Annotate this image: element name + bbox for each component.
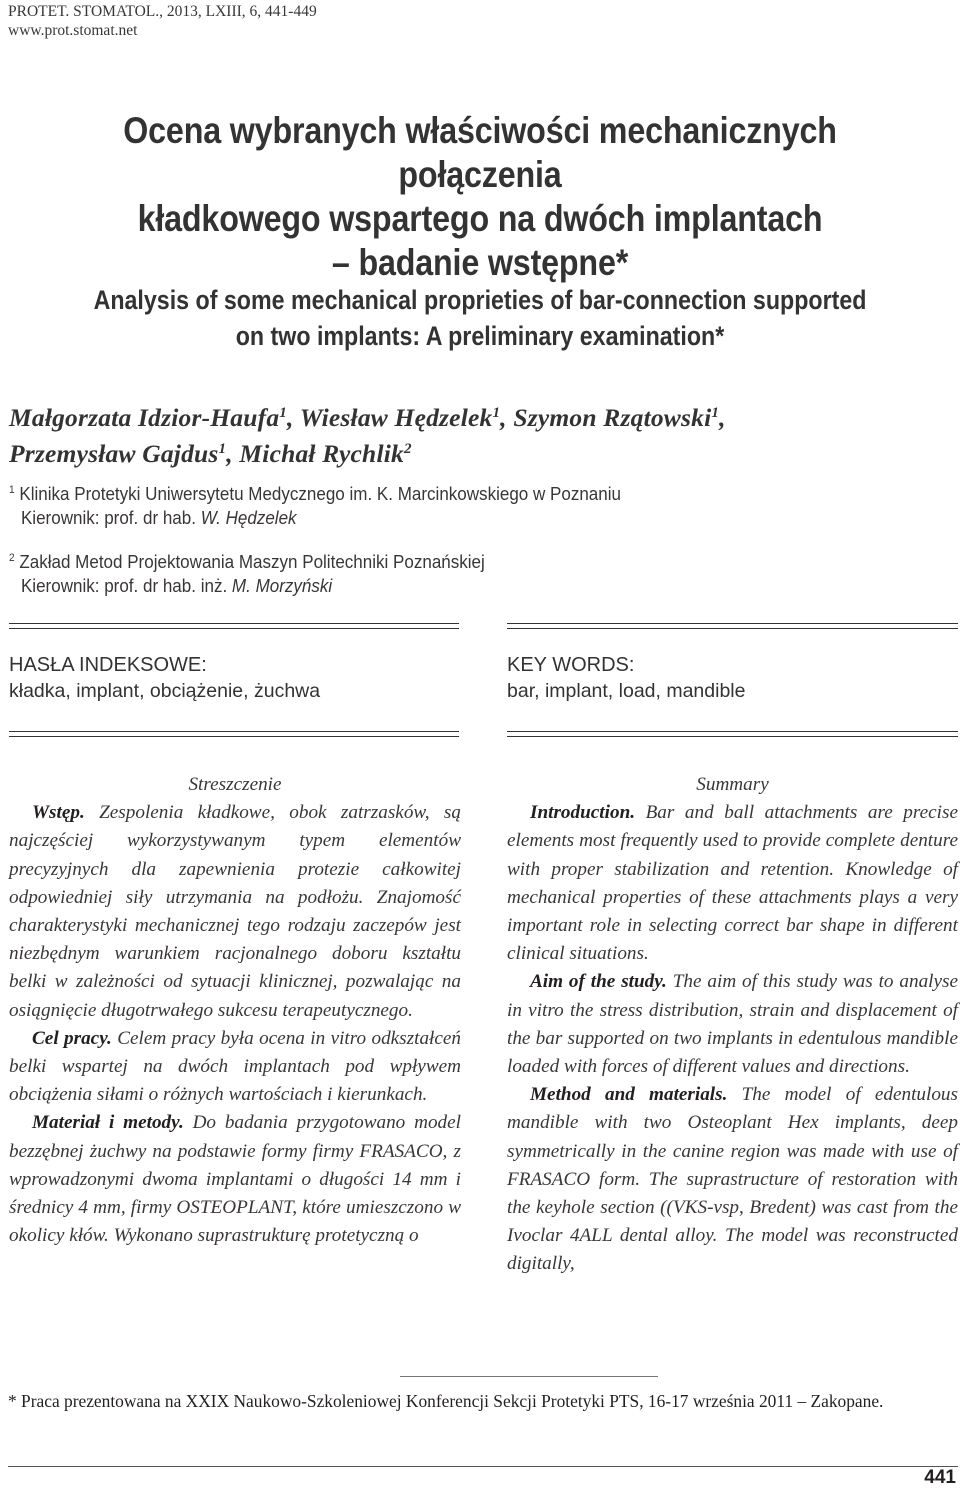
section-label: Cel pracy.	[32, 1027, 112, 1049]
author-affiliation-mark: 1	[492, 405, 501, 421]
section-label: Method and materials.	[530, 1084, 728, 1106]
affiliation-2	[9, 550, 485, 598]
author-affiliation-mark: 1	[218, 441, 227, 457]
abstract-english	[507, 771, 958, 1279]
paragraph-text: Bar and ball attachments are precise elements most frequently used to provide complete denture with proper stabilization and retention. Knowledge of mechanical properties of these attachments plays a very important role in selecting correct bar shape in different clinical situations.	[507, 802, 958, 965]
author-affiliation-mark: 1	[711, 405, 720, 421]
title-pl-line-1: Ocena wybranych właściwości mechanicznych połączenia	[123, 109, 837, 195]
paragraph-text: Do badania przygotowano model bezzębnej żuchwy na podstawie formy firmy FRASACO, z wprowadzonymi dwoma implantami o długości 14 mm i średnicy 4 mm, firmy OSTEOPLANT, które umieszczono w okolicy kłów. Wykonano suprastrukturę protetyczną o	[9, 1112, 461, 1247]
author-affiliation-mark: 1	[279, 405, 287, 421]
keywords-heading: KEY WORDS:	[507, 654, 635, 676]
abstract-polish	[9, 771, 461, 1250]
paragraph-text: Zespolenia kładkowe, obok zatrzasków, są najczęściej wykorzystywanym typem elementów precyzyjnych dla zapewnienia protezie całkowitej odpowiedniej siły utrzymania na podłożu. Znajomość charakterystyki mechanicznej tego rodzaju zaczepów jest niezbędnym warunkiem racjonalnego doboru kształtu belki w zależności od sytuacji klinicznej, pozwalając na osiągnięcie długotrwałego sukcesu terapeutycznego.	[9, 802, 461, 1021]
divider	[9, 731, 459, 732]
footnote-divider	[400, 1376, 658, 1377]
title-en-line-1: Analysis of some mechanical proprieties of bar-connection supported	[93, 285, 867, 315]
affiliation-head-label: Kierownik: prof. dr hab.	[20, 507, 201, 528]
footer-divider	[8, 1466, 958, 1467]
author-name: Przemysław Gajdus	[9, 439, 219, 468]
keywords-heading: HASŁA INDEKSOWE:	[9, 654, 207, 676]
author-affiliation-mark: 2	[403, 441, 412, 457]
author-separator: ,	[226, 439, 240, 468]
abstract-paragraph-aim	[507, 968, 958, 1081]
author-name: Michał Rychlik	[239, 439, 404, 468]
title-pl-line-2: kładkowego wspartego na dwóch implantach	[137, 197, 823, 239]
divider	[507, 623, 958, 624]
abstract-heading: Streszczenie	[188, 774, 282, 795]
paragraph-text: The aim of this study was to analyse in vitro the stress distribution, strain and displacement of the bar supported on two implants in edentulous mandible loaded with forces of different values and directions.	[507, 971, 959, 1078]
keywords-text: kładka, implant, obciążenie, żuchwa	[9, 680, 321, 702]
author-separator: ,	[286, 403, 300, 432]
keywords-polish	[9, 652, 459, 704]
journal-website[interactable]: www.prot.stomat.net	[8, 22, 138, 39]
abstract-paragraph-methods	[507, 1081, 958, 1278]
paragraph-text: The model of edentulous mandible with two Osteoplant Hex implants, deep symmetrically in the canine region was made with use of FRASACO form. The suprastructure of restoration with the keyhole section ((VKS-vsp, Bredent) was cast from the Ivoclar 4ALL dental alloy. The model was reconstructed digitally,	[507, 1084, 958, 1275]
section-label: Materiał i metody.	[32, 1112, 184, 1134]
author-line-2	[9, 436, 726, 472]
abstract-paragraph-aim	[9, 1025, 461, 1110]
divider	[9, 628, 459, 629]
divider	[507, 731, 958, 732]
affiliation-1	[9, 482, 621, 530]
affiliation-head-name: M. Morzyński	[231, 575, 333, 596]
keywords-text: bar, implant, load, mandible	[507, 680, 746, 702]
divider	[507, 628, 958, 629]
footnote: * Praca prezentowana na XXIX Naukowo-Szkoleniowej Konferencji Sekcji Protetyki PTS, 16-17 września 2011 – Zakopane.	[8, 1391, 884, 1411]
affiliation-number: 2	[9, 552, 15, 564]
page-number: 441	[924, 1467, 956, 1488]
affiliation-name: Klinika Protetyki Uniwersytetu Medycznego im. K. Marcinkowskiego w Poznaniu	[14, 483, 621, 504]
author-separator: ,	[500, 403, 514, 432]
title-pl-line-3: – badanie wstępne*	[331, 241, 629, 283]
author-separator: ,	[719, 403, 726, 432]
article-title-english	[67, 282, 893, 354]
abstract-heading: Summary	[696, 774, 769, 795]
affiliation-name: Zakład Metod Projektowania Maszyn Politechniki Poznańskiej	[14, 551, 485, 572]
author-name: Wiesław Hędzelek	[299, 403, 493, 432]
author-name: Szymon Rzątowski	[513, 403, 712, 432]
affiliation-number: 1	[9, 484, 15, 496]
author-line-1	[9, 400, 726, 436]
section-label: Aim of the study.	[530, 971, 667, 993]
abstract-paragraph-intro	[9, 799, 461, 1025]
keywords-english	[507, 652, 958, 704]
abstract-paragraph-intro	[507, 799, 958, 968]
section-label: Introduction.	[530, 802, 636, 824]
title-en-line-2: on two implants: A preliminary examination*	[235, 321, 725, 351]
divider	[9, 736, 459, 737]
article-title-polish	[67, 108, 893, 284]
divider	[507, 736, 958, 737]
section-label: Wstęp.	[32, 802, 85, 824]
author-list	[9, 400, 726, 472]
abstract-paragraph-methods	[9, 1109, 461, 1250]
journal-citation: PROTET. STOMATOL., 2013, LXIII, 6, 441-449	[8, 3, 317, 20]
affiliation-head-name: W. Hędzelek	[200, 507, 297, 528]
paragraph-text: Celem pracy była ocena in vitro odkształceń belki wspartej na dwóch implantach pod wpływem obciążenia siłami o różnych wartościach i kierunkach.	[9, 1027, 462, 1106]
author-name: Małgorzata Idzior-Haufa	[9, 403, 280, 432]
journal-header	[8, 2, 317, 40]
divider	[9, 623, 459, 624]
affiliation-head-label: Kierownik: prof. dr hab. inż.	[20, 575, 232, 596]
